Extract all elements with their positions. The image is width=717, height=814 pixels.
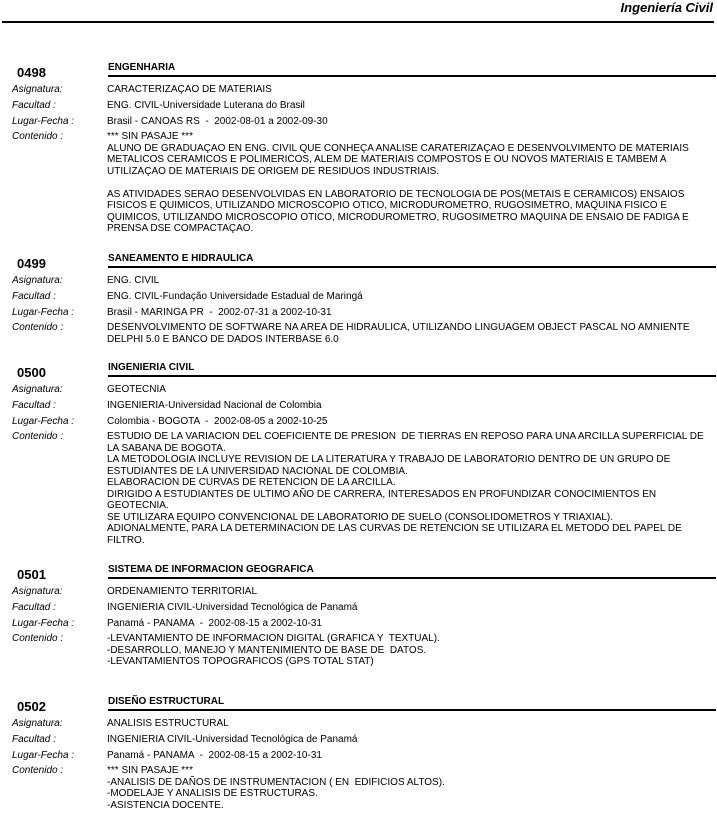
lugar-fecha-label: Lugar-Fecha : bbox=[12, 750, 75, 761]
contenido-label: Contenido : bbox=[12, 765, 64, 776]
page-header bbox=[0, 0, 717, 24]
header-divider bbox=[2, 21, 714, 23]
page-title: Ingeniería Civil bbox=[620, 0, 713, 15]
record-title: INGENIERIA CIVIL bbox=[108, 362, 195, 373]
record-number: 0501 bbox=[17, 567, 46, 582]
facultad-label: Facultad : bbox=[12, 602, 56, 613]
lugar-fecha-value: Colombia - BOGOTA - 2002-08-05 a 2002-10-25 bbox=[107, 416, 328, 427]
facultad-label: Facultad : bbox=[12, 291, 56, 302]
asignatura-value: CARACTERIZAÇAO DE MATERIAIS bbox=[107, 84, 272, 95]
asignatura-value: ORDENAMIENTO TERRITORIAL bbox=[107, 586, 258, 597]
contenido-value: *** SIN PASAJE *** -ANALISIS DE DAÑOS DE INSTRUMENTACION ( EN EDIFICIOS ALTOS). -MODELAJE Y ANALISIS DE ESTRUCTURAS. -ASISTENCIA DOCENTE. bbox=[107, 765, 445, 811]
asignatura-label: Asignatura: bbox=[12, 384, 63, 395]
record-title: SISTEMA DE INFORMACION GEOGRAFICA bbox=[108, 564, 314, 575]
asignatura-label: Asignatura: bbox=[12, 586, 63, 597]
record-title: ENGENHARIA bbox=[108, 62, 176, 73]
record-number: 0502 bbox=[17, 699, 46, 714]
asignatura-value: GEOTECNIA bbox=[107, 384, 166, 395]
record-number: 0500 bbox=[17, 365, 46, 380]
facultad-label: Facultad : bbox=[12, 100, 56, 111]
contenido-label: Contenido : bbox=[12, 322, 64, 333]
asignatura-label: Asignatura: bbox=[12, 84, 63, 95]
record-title: DISEÑO ESTRUCTURAL bbox=[108, 696, 225, 707]
facultad-value: ENG. CIVIL-Fundação Universidade Estadual de Maringá bbox=[107, 291, 363, 302]
asignatura-value: ANALISIS ESTRUCTURAL bbox=[107, 718, 229, 729]
record-divider bbox=[108, 75, 716, 77]
lugar-fecha-label: Lugar-Fecha : bbox=[12, 116, 75, 127]
lugar-fecha-value: Brasil - MARINGA PR - 2002-07-31 a 2002-10-31 bbox=[107, 307, 332, 318]
facultad-value: INGENIERIA-Universidad Nacional de Colombia bbox=[107, 400, 322, 411]
contenido-value: DESENVOLVIMENTO DE SOFTWARE NA AREA DE HIDRAULICA, UTILIZANDO LINGUAGEM OBJECT PASCAL NO AMNIENTE DELPHI 5.0 E BANCO DE DADOS INTERBASE 6.0 bbox=[107, 322, 693, 345]
facultad-value: INGENIERIA CIVIL-Universidad Tecnológica de Panamá bbox=[107, 602, 358, 613]
record-title: SANEAMENTO E HIDRAULICA bbox=[108, 253, 254, 264]
contenido-label: Contenido : bbox=[12, 431, 64, 442]
facultad-label: Facultad : bbox=[12, 734, 56, 745]
lugar-fecha-value: Panamá - PANAMA - 2002-08-15 a 2002-10-31 bbox=[107, 618, 322, 629]
record-divider bbox=[108, 577, 716, 579]
record-number: 0498 bbox=[17, 65, 46, 80]
asignatura-value: ENG. CIVIL bbox=[107, 275, 160, 286]
asignatura-label: Asignatura: bbox=[12, 275, 63, 286]
contenido-value: *** SIN PASAJE *** ALUNO DE GRADUAÇAO EN ENG. CIVIL QUE CONHEÇA ANALISE CARATERIZAÇAO E DESENVOLVIMENTO DE MATERIAIS METALICOS CERAMICOS E POLIMERICOS, ALEM DE MATERIAIS COMPOSTOS E OU NOVOS MATERIAIS E TAMBEM A UTILIZAÇAO DE MATERIAIS DE ORIGEM DE RESIDUOS INDUSTRIAIS. AS ATIVIDADES SERAO DESENVOLVIDAS EN LABORATORIO DE TECNOLOGIA DE POS(METAIS E CERAMICOS) ENSAIOS FISICOS E QUIMICOS, UTILIZANDO MICROSCOPIO OTICO, MICRODUROMETRO, RUGOSIMETRO, MAQUINA FISICO E QUIMICOS, UTILIZANDO MICROSCOPIO OTICO, MICRODUROMETRO, RUGOSIMETRO MAQUINA DE ENSAIO DE FADIGA E PRENSA DSE COMPACTAÇAO. bbox=[107, 131, 689, 234]
record-divider bbox=[108, 266, 716, 268]
record-divider bbox=[108, 375, 716, 377]
lugar-fecha-value: Panamá - PANAMA - 2002-08-15 a 2002-10-31 bbox=[107, 750, 322, 761]
facultad-label: Facultad : bbox=[12, 400, 56, 411]
lugar-fecha-label: Lugar-Fecha : bbox=[12, 416, 75, 427]
contenido-value: -LEVANTAMIENTO DE INFORMACION DIGITAL (GRAFICA Y TEXTUAL). -DESARROLLO, MANEJO Y MANTENIMIENTO DE BASE DE DATOS. -LEVANTAMIENTOS TOPOGRAFICOS (GPS TOTAL STAT) bbox=[107, 633, 440, 667]
lugar-fecha-label: Lugar-Fecha : bbox=[12, 618, 75, 629]
contenido-label: Contenido : bbox=[12, 633, 64, 644]
record-divider bbox=[108, 709, 716, 711]
facultad-value: INGENIERIA CIVIL-Universidad Tecnológica de Panamá bbox=[107, 734, 358, 745]
record-number: 0499 bbox=[17, 256, 46, 271]
facultad-value: ENG. CIVIL-Universidade Luterana do Brasil bbox=[107, 100, 305, 111]
lugar-fecha-label: Lugar-Fecha : bbox=[12, 307, 75, 318]
contenido-label: Contenido : bbox=[12, 131, 64, 142]
lugar-fecha-value: Brasil - CANOAS RS - 2002-08-01 a 2002-09-30 bbox=[107, 116, 328, 127]
contenido-value: ESTUDIO DE LA VARIACION DEL COEFICIENTE DE PRESION DE TIERRAS EN REPOSO PARA UNA ARCILLA SUPERFICIAL DE LA SABANA DE BOGOTA. LA METODOLOGIA INCLUYE REVISION DE LA LITERATURA Y TRABAJO DE LABORATORIO DENTRO DE UN GRUPO DE ESTUDIANTES DE LA UNIVERSIDAD NACIONAL DE COLOMBIA. ELABORACION DE CURVAS DE RETENCION DE LA ARCILLA. DIRIGIDO A ESTUDIANTES DE ULTIMO AÑO DE CARRERA, INTERESADOS EN PROFUNDIZAR CONOCIMIENTOS EN GEOTECNIA. SE UTILIZARA EQUIPO CONVENCIONAL DE LABORATORIO DE SUELO (CONSOLIDOMETROS Y TRIAXIAL). ADIONALMENTE, PARA LA DETERMINACION DE LAS CURVAS DE RETENCION SE UTILIZARA EL METODO DEL PAPEL DE FILTRO. bbox=[107, 431, 704, 546]
asignatura-label: Asignatura: bbox=[12, 718, 63, 729]
